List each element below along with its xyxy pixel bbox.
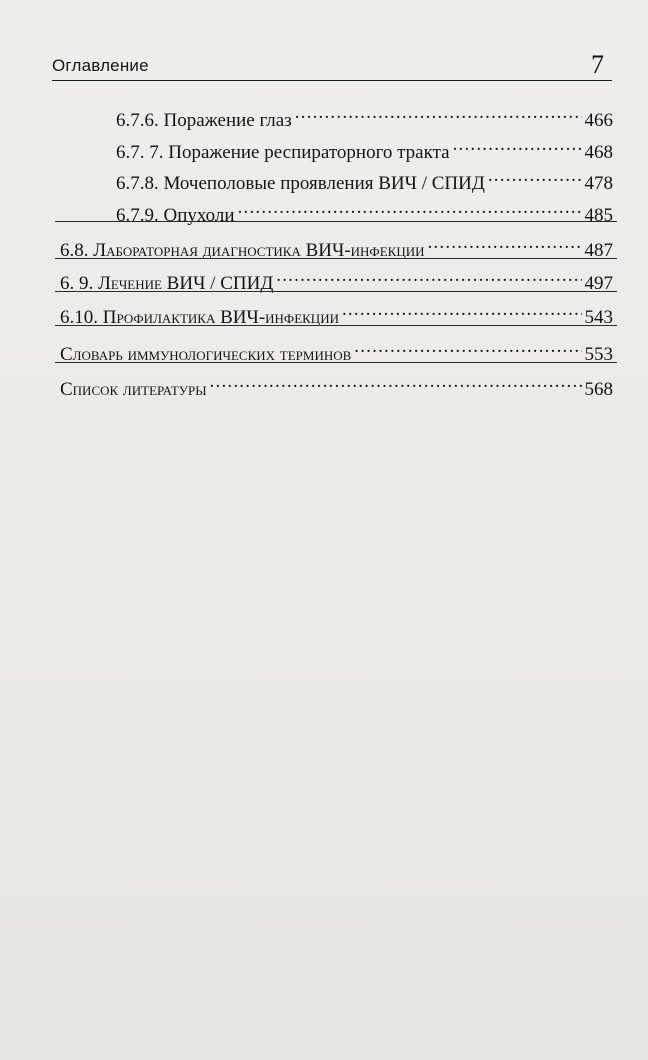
section-divider <box>55 258 617 259</box>
section-divider <box>55 221 617 222</box>
header-title: Оглавление <box>52 56 149 75</box>
toc-entry-label: 6.7. 7. Поражение респираторного тракта <box>116 142 450 163</box>
toc-entry-6-8 <box>60 230 613 261</box>
toc-entry-page: 478 <box>584 173 613 194</box>
dot-leader <box>453 132 582 158</box>
toc-entry-page: 543 <box>584 307 613 328</box>
toc-entry-page: 466 <box>584 110 613 131</box>
toc-entry-6-9 <box>60 263 613 294</box>
toc-entry-6-7-9 <box>116 195 613 226</box>
dot-leader <box>342 297 582 323</box>
toc-entry-6-7-6 <box>116 100 613 131</box>
dot-leader <box>295 100 582 126</box>
toc-entry-label: 6.10. Профилактика ВИЧ-инфекции <box>60 307 339 328</box>
toc-entry-glossary <box>60 334 613 365</box>
toc-entry-label: Список литературы <box>60 379 207 400</box>
dot-leader <box>210 369 582 395</box>
toc-entry-label: 6.7.8. Мочеполовые проявления ВИЧ / СПИД <box>116 173 485 194</box>
dot-leader <box>427 230 581 256</box>
toc-entry-page: 568 <box>584 379 613 400</box>
toc-entry-6-7-7 <box>116 132 613 163</box>
dot-leader <box>238 195 582 221</box>
toc-entry-label: Словарь иммунологических терминов <box>60 344 352 365</box>
toc-entry-label: 6.7.6. Поражение глаз <box>116 110 292 131</box>
dot-leader <box>488 163 582 189</box>
dot-leader <box>276 263 581 289</box>
toc-entry-6-7-8 <box>116 163 613 194</box>
section-divider <box>55 291 617 292</box>
toc-entry-page: 487 <box>584 240 613 261</box>
toc-entry-page: 468 <box>584 142 613 163</box>
running-header <box>52 52 612 81</box>
toc-entry-6-10 <box>60 297 613 328</box>
toc-entry-page: 485 <box>584 205 613 226</box>
toc-entry-label: 6.7.9. Опухоли <box>116 205 235 226</box>
toc-entry-label: 6. 9. Лечение ВИЧ / СПИД <box>60 273 274 294</box>
section-divider <box>55 362 617 363</box>
toc-entry-label: 6.8. Лабораторная диагностика ВИЧ-инфекции <box>60 240 425 261</box>
toc-entry-bibliography <box>60 369 613 400</box>
header-page-number: 7 <box>591 50 604 79</box>
toc-entry-page: 553 <box>584 344 613 365</box>
section-divider <box>55 325 617 326</box>
toc-entry-page: 497 <box>584 273 613 294</box>
dot-leader <box>354 334 581 360</box>
